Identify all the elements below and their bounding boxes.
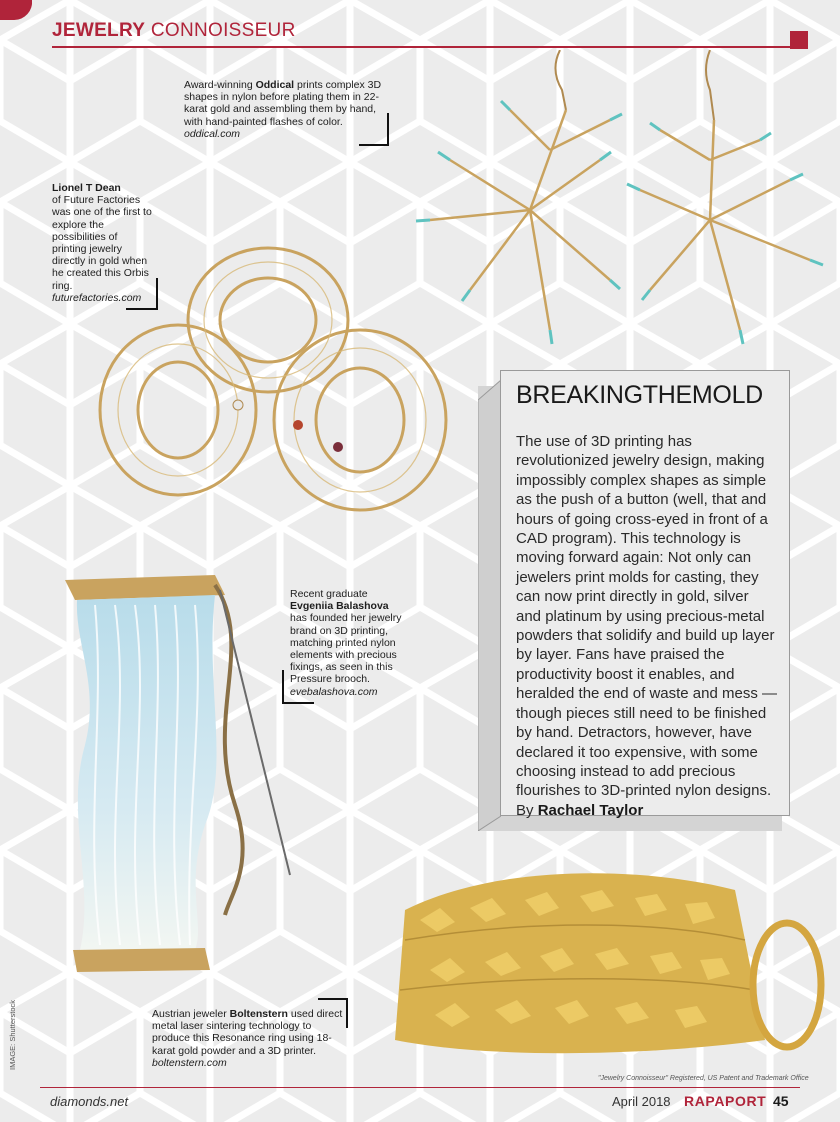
section-title bbox=[52, 20, 296, 42]
caption-balashova-name: Evgeniia Balashova bbox=[290, 600, 389, 613]
sidebar-author: Rachael Taylor bbox=[537, 801, 644, 819]
caption-boltenstern-name: Boltenstern bbox=[229, 1008, 288, 1020]
page-number: 45 bbox=[773, 1093, 789, 1109]
corner-tab bbox=[0, 0, 32, 20]
caption-balashova-pre: Recent graduate bbox=[290, 588, 368, 600]
caption-balashova-bracket bbox=[282, 670, 314, 704]
sidebar-box bbox=[500, 370, 790, 819]
caption-boltenstern-url[interactable]: boltenstern.com bbox=[152, 1056, 227, 1069]
caption-boltenstern-pre: Austrian jeweler bbox=[152, 1008, 230, 1020]
caption-balashova-text: has founded her jewelry brand on 3D printing, matching printed nylon elements with precious fixings, as seen in this Pressure brooch. bbox=[290, 612, 402, 686]
caption-boltenstern-text: used direct metal laser sintering technology to produce this Resonance ring using 18-karat gold powder and a 3D printer. bbox=[152, 1008, 343, 1057]
pressure-brooch-image bbox=[55, 565, 300, 985]
resonance-ring-image bbox=[375, 860, 835, 1065]
caption-oddical-bracket bbox=[359, 113, 389, 146]
sidebar-body bbox=[516, 432, 777, 820]
section-title-light: CONNOISSEUR bbox=[150, 20, 296, 41]
sidebar-box-side bbox=[478, 380, 501, 831]
footer-date: April 2018 bbox=[612, 1094, 671, 1109]
footer-rule bbox=[40, 1087, 800, 1088]
caption-dean-bracket bbox=[126, 278, 158, 310]
caption-dean-name: Lionel T Dean bbox=[52, 182, 121, 194]
trademark-notice: "Jewelry Connoisseur" Registered, US Patent and Trademark Office bbox=[598, 1075, 809, 1082]
sidebar-body-text: The use of 3D printing has revolutionized jewelry design, making impossibly complex shapes as simple as the push of a button (well, that and hours of going cross-eyed in front of a CAD program). This technology is moving forward again: Not only can jewelers print molds for casting, they can now print directly in gold, silver and platinum by using precious-metal powders that solidify and build up layer by layer. Fans have praised the productivity boost it enables, and heralded the end of waste and mess — though pieces still need to be finished by hand. Detractors, however, have declared it too expensive, with some choosing instead to add precious flourishes to 3D-printed nylon designs. By bbox=[516, 433, 777, 819]
header-block bbox=[790, 31, 808, 49]
caption-oddical-text: prints complex 3D shapes in nylon before plating them in 22-karat gold and assembling them by hand, with hand-painted flashes of color. bbox=[184, 79, 382, 128]
oddical-earrings-image bbox=[410, 50, 830, 360]
caption-dean-text: of Future Factories was one of the first to explore the possibilities of printing jewelry directly in gold when he created this Orbis ring. bbox=[52, 194, 152, 292]
caption-oddical-name: Oddical bbox=[255, 79, 295, 91]
caption-oddical-url[interactable]: oddical.com bbox=[184, 127, 241, 140]
section-title-bold: JEWELRY bbox=[52, 20, 146, 41]
header-rule bbox=[52, 46, 808, 48]
caption-oddical-pre: Award-winning bbox=[184, 79, 256, 91]
caption-balashova-url[interactable]: evebalashova.com bbox=[290, 685, 378, 698]
footer-brand: RAPAPORT bbox=[684, 1093, 767, 1109]
caption-boltenstern-bracket bbox=[318, 998, 348, 1028]
caption-dean-url[interactable]: futurefactories.com bbox=[52, 291, 142, 304]
footer-site[interactable]: diamonds.net bbox=[50, 1094, 129, 1109]
sidebar-title: BREAKINGTHEMOLD bbox=[516, 381, 763, 409]
image-credit: IMAGE: Shutterstock bbox=[8, 999, 17, 1070]
